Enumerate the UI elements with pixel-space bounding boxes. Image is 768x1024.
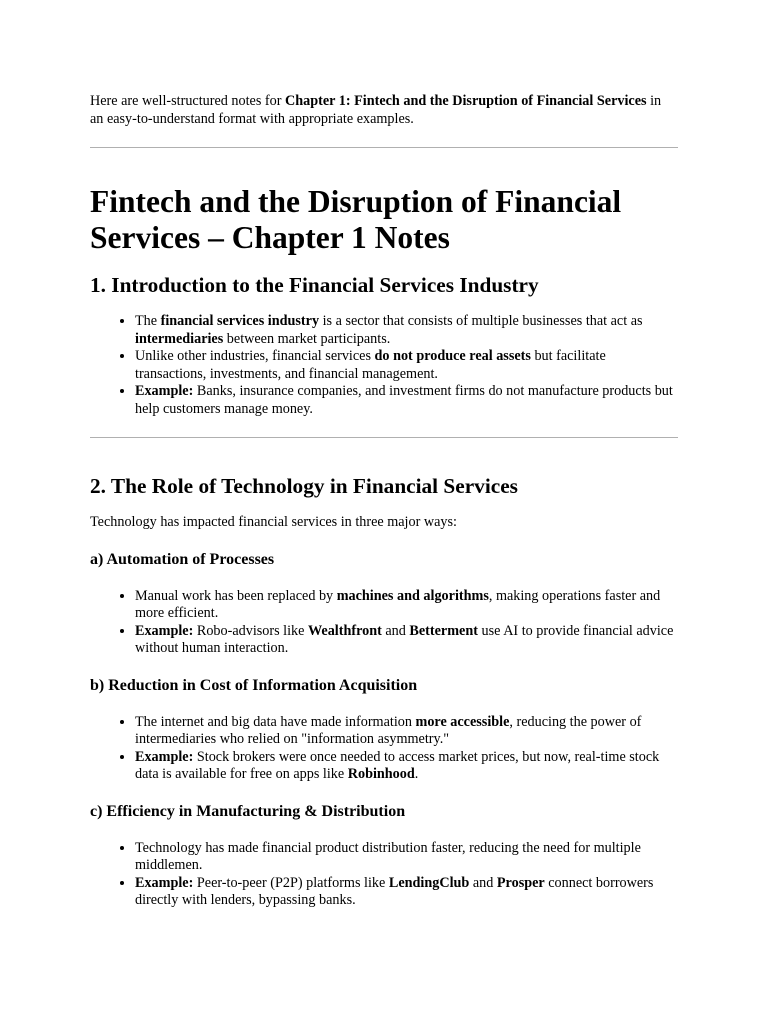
list-item: • Technology has made financial product distribution faster, reducing the need for multiple middlemen.	[135, 840, 678, 875]
list-item: • Unlike other industries, financial services do not produce real assets but facilitate transactions, investments, and financial management.	[135, 348, 678, 383]
subsection-c-list	[90, 840, 678, 910]
list-item: • Example: Stock brokers were once needed to access market prices, but now, real-time stock data is available for free on apps like Robinhood.	[135, 749, 678, 784]
subsection-b-heading: b) Reduction in Cost of Information Acquisition	[90, 676, 418, 694]
subsection-a-list	[90, 588, 678, 658]
section-1-list	[90, 313, 678, 418]
section-2-heading: 2. The Role of Technology in Financial Services	[90, 474, 518, 498]
list-item: • The financial services industry is a sector that consists of multiple businesses that act as intermediaries between market participants.	[135, 313, 678, 348]
section-1-heading: 1. Introduction to the Financial Services Industry	[90, 273, 539, 297]
intro-paragraph: Here are well-structured notes for Chapter 1: Fintech and the Disruption of Financial Services in an easy-to-understand format with appropriate examples.	[90, 93, 662, 127]
list-item: • Manual work has been replaced by machines and algorithms, making operations faster and more efficient.	[135, 588, 678, 623]
document-title: Fintech and the Disruption of Financial Services – Chapter 1 Notes	[90, 184, 622, 255]
list-item: • The internet and big data have made information more accessible, reducing the power of intermediaries who relied on "information asymmetry."	[135, 714, 678, 749]
subsection-b-list	[90, 714, 678, 784]
subsection-c-heading: c) Efficiency in Manufacturing & Distribution	[90, 802, 406, 820]
divider	[90, 437, 678, 438]
section-2-lead: Technology has impacted financial services in three major ways:	[90, 514, 457, 530]
divider	[90, 147, 678, 148]
list-item: • Example: Peer-to-peer (P2P) platforms like LendingClub and Prosper connect borrowers directly with lenders, bypassing banks.	[135, 875, 678, 910]
list-item: • Example: Robo-advisors like Wealthfront and Betterment use AI to provide financial advice without human interaction.	[135, 623, 678, 658]
subsection-a-heading: a) Automation of Processes	[90, 550, 275, 568]
intro-chapter-reference: Chapter 1: Fintech and the Disruption of Financial Services	[285, 93, 647, 109]
list-item: • Example: Banks, insurance companies, and investment firms do not manufacture products but help customers manage money.	[135, 383, 678, 418]
